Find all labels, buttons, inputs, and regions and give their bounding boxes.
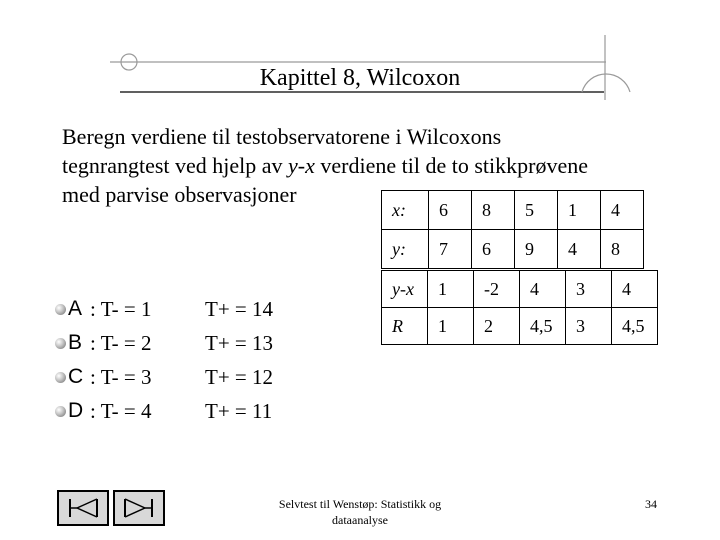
question-line-2-start: tegnrangtest ved hjelp av (62, 153, 289, 178)
option-letter: B (68, 331, 83, 354)
question-line-1: Beregn verdiene til testobservatorene i Wilcoxons (62, 124, 502, 149)
table-cell: 4,5 (520, 308, 566, 345)
observation-table (381, 190, 644, 269)
table-cell: 4 (601, 191, 644, 230)
option-t-plus: T+ = 13 (205, 331, 274, 355)
footer-text (255, 496, 465, 528)
option-letter: D (68, 399, 84, 422)
table-cell: 8 (601, 230, 644, 269)
row-label: R (382, 308, 428, 345)
option-t-plus: T+ = 14 (205, 297, 274, 321)
page-number: 34 (645, 497, 657, 511)
table-cell: 1 (428, 271, 474, 308)
row-label: x: (382, 191, 429, 230)
footer-line-2: dataanalyse (332, 513, 388, 527)
table-cell: 5 (515, 191, 558, 230)
option-t-plus: T+ = 11 (205, 399, 273, 423)
next-slide-icon (119, 495, 159, 521)
bullet-icon (55, 406, 66, 417)
row-label: y-x (382, 271, 428, 308)
next-slide-button[interactable] (113, 490, 165, 526)
table-cell: 1 (558, 191, 601, 230)
option-letter: A (68, 297, 83, 320)
table-cell: 9 (515, 230, 558, 269)
table-cell: 4 (558, 230, 601, 269)
table-row-rank (382, 308, 658, 345)
option-t-plus: T+ = 12 (205, 365, 274, 389)
question-line-2-end: verdiene til de to stikkprøvene (314, 153, 588, 178)
question-line-3: med parvise observasjoner (62, 182, 297, 207)
previous-slide-button[interactable] (57, 490, 109, 526)
option-t-minus: : T- = 2 (90, 331, 152, 355)
table-cell: 4 (520, 271, 566, 308)
slide-navigation (57, 490, 169, 526)
bullet-icon (55, 304, 66, 315)
bullet-icon (55, 338, 66, 349)
table-row-x (382, 191, 644, 230)
rank-table (381, 270, 658, 345)
bullet-icon (55, 372, 66, 383)
question-line-2 (62, 151, 682, 180)
table-cell: 3 (566, 308, 612, 345)
option-t-minus: : T- = 4 (90, 399, 152, 423)
footer-line-1: Selvtest til Wenstøp: Statistikk og (278, 497, 442, 511)
option-t-minus: : T- = 3 (90, 365, 152, 389)
previous-slide-icon (63, 495, 103, 521)
row-label: y: (382, 230, 429, 269)
slide-title: Kapittel 8, Wilcoxon (259, 65, 461, 91)
table-row-difference (382, 271, 658, 308)
table-cell: 2 (474, 308, 520, 345)
table-cell: 4,5 (612, 308, 658, 345)
table-row-y (382, 230, 644, 269)
table-cell: 6 (429, 191, 472, 230)
question-line-2-italic: y-x (288, 153, 315, 178)
table-cell: 3 (566, 271, 612, 308)
option-t-minus: : T- = 1 (90, 297, 152, 321)
table-cell: 6 (472, 230, 515, 269)
option-letter: C (68, 365, 84, 388)
table-cell: 4 (612, 271, 658, 308)
table-cell: 8 (472, 191, 515, 230)
table-cell: 1 (428, 308, 474, 345)
table-cell: 7 (429, 230, 472, 269)
table-cell: -2 (474, 271, 520, 308)
